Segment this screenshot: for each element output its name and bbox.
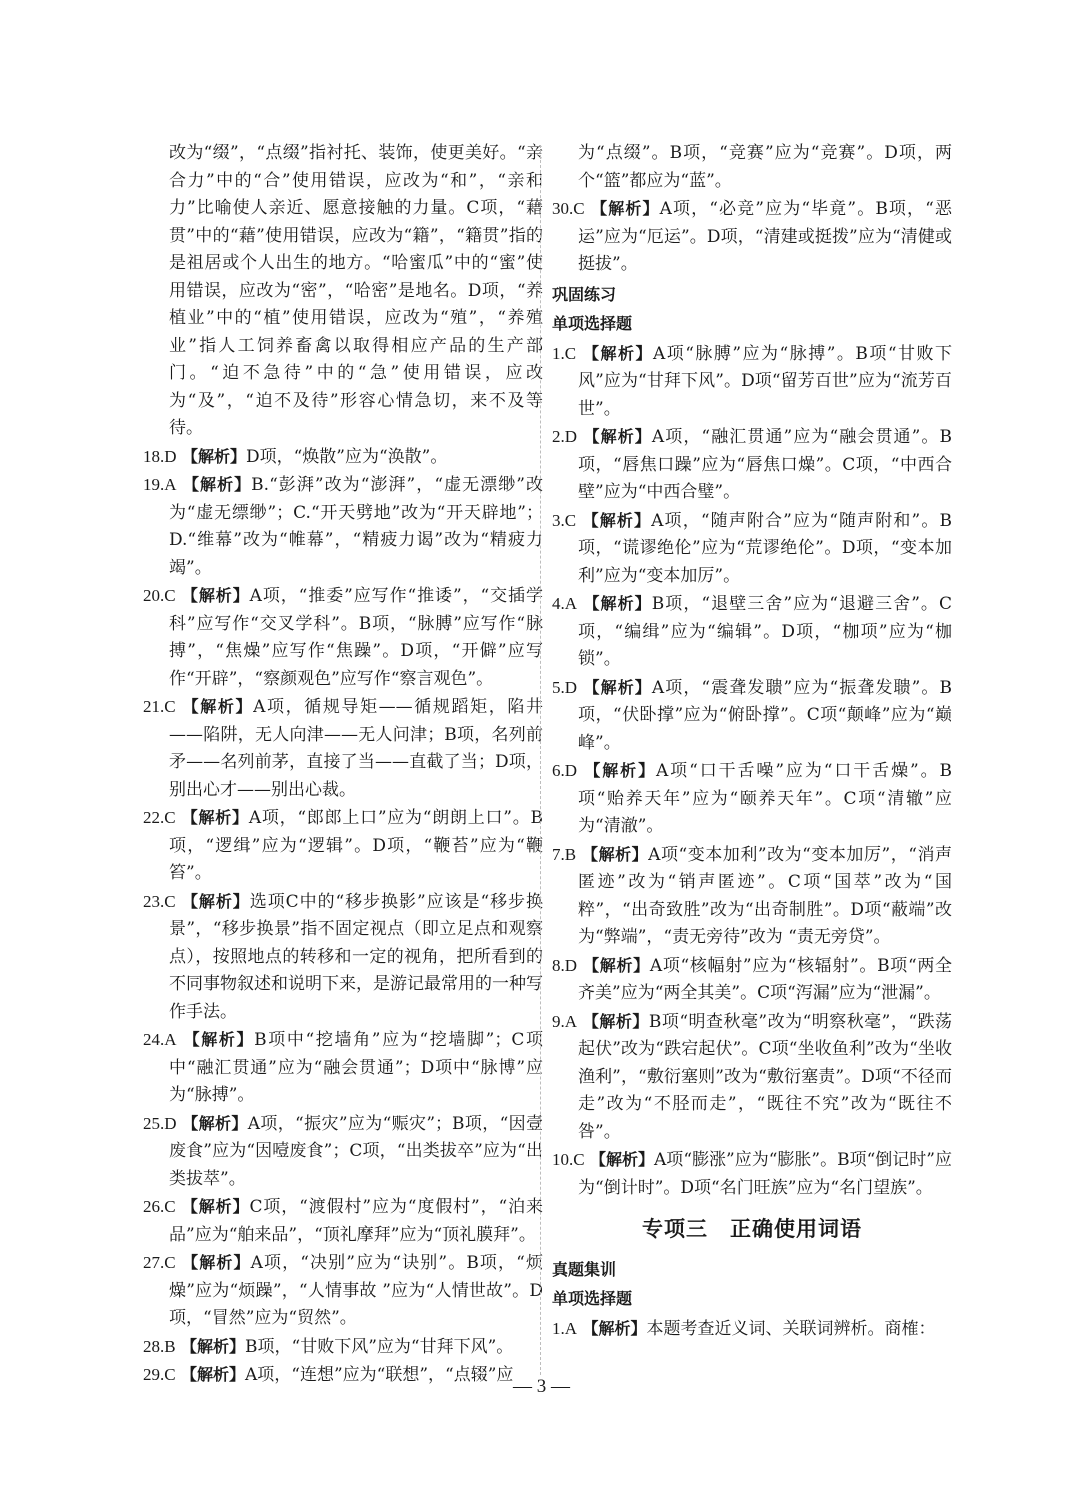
item-number: 2. <box>552 427 565 446</box>
list-item <box>552 195 952 279</box>
item-number: 18. <box>143 446 165 466</box>
item-number: 26. <box>143 1197 165 1216</box>
analysis-tag: 【解析】 <box>181 446 246 466</box>
item-text: C项，“渡假村”应为“度假村”，“泊来品”应为“舶来品”，“顶礼摩拜”应为“顶礼膜拜”。 <box>169 1197 543 1245</box>
item-number: 8. <box>552 955 565 975</box>
analysis-tag: 【解析】 <box>181 891 250 911</box>
analysis-tag: 【解析】 <box>583 677 652 697</box>
item-number: 4. <box>552 594 565 613</box>
item-text: 选项C中的“移步换影”应该是“移步换景”，“移步换景”指不固定视点（即立足点和观察点），按照地点的转移和一定的视角，把所看到的不同事物叙述和说明下来，是游记最常用的一种写作手法。 <box>169 891 543 1022</box>
item-answer: D <box>564 427 578 446</box>
item-answer: A <box>564 1011 578 1031</box>
item-number: 5. <box>552 677 565 697</box>
list-item <box>552 1008 952 1147</box>
item-number: 6. <box>552 761 565 780</box>
item-answer: C <box>573 199 585 218</box>
analysis-tag: 【解析】 <box>583 343 653 363</box>
item-answer: A <box>564 594 578 613</box>
list-item <box>143 582 543 693</box>
item-text: A项，“郎郎上口”应为“朗朗上口”。B项，“逻缉”应为“逻辑”。D项，“鞭苔”应为“鞭笞”。 <box>169 808 543 883</box>
item-number: 20. <box>143 586 165 605</box>
list-item <box>143 1333 543 1362</box>
item-answer: A <box>164 475 177 494</box>
item-number: 3. <box>552 510 565 530</box>
item-text: B项，“退壁三舍”应为“退避三舍”。C项，“编缉”应为“编辑”。D项，“枷项”应为“枷锁”。 <box>578 594 953 669</box>
item-answer: C <box>564 343 577 363</box>
item-text: B项中“挖墙角”应为“挖墙脚”；C项中“融汇贯通”应为“融会贯通”；D项中“脉博”应为“脉搏”。 <box>169 1030 543 1105</box>
list-item <box>143 443 543 472</box>
analysis-tag: 【解析】 <box>582 1318 647 1338</box>
item-text: A项，循规导矩——循规蹈矩，陷井——陷阱，无人向津——无人问津；B项，名列前矛——名列前茅，直接了当——直截了当；D项，别出心才——别出心裁。 <box>169 697 543 800</box>
analysis-tag: 【解析】 <box>583 594 652 613</box>
item-text: A项，“振灾”应为“赈灾”；B项，“因壹废食”应为“因噎废食”；C项，“出类拔卒”应为“出类拔萃”。 <box>169 1113 543 1189</box>
item-number: 21. <box>143 697 165 716</box>
analysis-tag: 【解析】 <box>182 475 252 494</box>
analysis-tag: 【解析】 <box>583 955 650 975</box>
item-answer: A <box>564 1318 578 1338</box>
item-text: A项“口干舌噪”应为“口干舌燥”。B项“贻养天年”应为“颐养天年”。C项“清辙”应为“清澈”。 <box>578 761 952 836</box>
item-number: 25. <box>143 1113 165 1133</box>
item-number: 7. <box>552 844 565 864</box>
item-text: A项，“随声附合”应为“随声附和”。B项，“谎谬绝伦”应为“荒谬绝伦”。D项，“变本加利”应为“变本加厉”。 <box>578 510 952 586</box>
section-heading: 真题集训 <box>552 1259 617 1279</box>
analysis-tag: 【解析】 <box>182 697 254 716</box>
column-divider <box>540 145 541 1375</box>
item-number: 1. <box>552 1318 565 1338</box>
analysis-tag: 【解析】 <box>181 1336 246 1356</box>
analysis-tag: 【解析】 <box>182 1253 251 1272</box>
item-text: A项“膨涨”应为“膨胀”。B项“倒记时”应为“倒计时”。D项“名门旺族”应为“名门望族”。 <box>578 1150 952 1198</box>
item-answer: D <box>164 446 177 466</box>
item-answer: C <box>164 808 176 827</box>
item-text: A项，“连想”应为“联想”，“点辍”应 <box>245 1365 514 1385</box>
list-item <box>143 1249 543 1333</box>
page-number: — 3 — <box>513 1376 570 1397</box>
list-item <box>552 507 952 591</box>
exam-list <box>552 1315 952 1344</box>
continuation-text: 为“点缀”。B项，“竞赛”应为“竞赛”。D项，两个“篮”都应为“蓝”。 <box>578 143 952 191</box>
item-number: 30. <box>552 199 574 218</box>
item-number: 24. <box>143 1030 165 1049</box>
list-item <box>552 1315 952 1344</box>
analysis-tag: 【解析】 <box>181 586 250 605</box>
continuation-text: 改为“缀”，“点缀”指衬托、装饰，使更美好。“亲合力”中的“合”使用错误，应改为“和”，“亲和力”比喻使人亲近、愿意接触的力量。C项，“藉贯”中的“藉”使用错误，应改为“籍”，“籍贯”指的是祖居或个人出生的地方。“哈蜜瓜”中的“蜜”使用错误，应改为“密”，“哈密”是地名。D项，“养植业”中的“植”使用错误，应改为“殖”，“养殖业”指人工饲养畜禽以取得相应产品的生产部门。“迫不急待”中的“急”使用错误，应改为“及”，“迫不及待”形容心情急切，来不及等待。 <box>169 143 543 438</box>
item-text: A项，“决别”应为“诀别”。B项，“烦燥”应为“烦躁”，“人情事故 ”应为“人情世故”。D项，“冒然”应为“贸然”。 <box>169 1253 543 1328</box>
item-answer: B <box>564 844 577 864</box>
list-item <box>143 888 543 1027</box>
analysis-tag: 【解析】 <box>182 1113 248 1133</box>
analysis-tag: 【解析】 <box>583 427 652 446</box>
item-answer: C <box>164 697 176 716</box>
item-number: 10. <box>552 1150 574 1169</box>
list-item <box>143 1026 543 1110</box>
analysis-tag: 【解析】 <box>582 1011 649 1031</box>
item-text: A项，“必竞”应为“毕竟”。B项，“恶运”应为“厄运”。D项，“清建或挺拨”应为“清健或挺拔”。 <box>578 199 952 274</box>
item-text: A项“核幅射”应为“核辐射”。B项“两全齐美”应为“两全其美”。C项“泻漏”应为“泄漏”。 <box>578 955 952 1003</box>
item-text: B.“彭湃”改为“澎湃”，“虚无漂缈”改为“虚无缥缈”；C.“开天劈地”改为“开天辟地”；D.“维幕”改为“帷幕”，“精疲力谒”改为“精疲力竭”。 <box>169 475 543 578</box>
item-answer: C <box>164 1365 176 1384</box>
item-text: 本题考查近义词、关联词辨析。商榷： <box>646 1318 936 1339</box>
list-item <box>143 1110 543 1194</box>
analysis-tag: 【解析】 <box>582 844 649 864</box>
subheading: 单项选择题 <box>552 1289 633 1308</box>
list-item <box>143 471 543 582</box>
list-item <box>552 841 952 952</box>
item-answer: C <box>164 586 176 605</box>
item-text: B项，“甘败下风”应为“甘拜下风”。 <box>245 1336 514 1357</box>
item-answer: C <box>564 510 577 530</box>
item-text: A项，“震聋发聩”应为“振聋发聩”。B项，“伏卧撑”应为“俯卧撑”。C项“颠峰”应为“巅峰”。 <box>578 677 952 753</box>
item-answer: D <box>564 955 578 975</box>
analysis-tag: 【解析】 <box>181 808 249 827</box>
list-item <box>143 693 543 804</box>
analysis-tag: 【解析】 <box>183 1030 255 1049</box>
left-column <box>143 140 543 1390</box>
right-column <box>552 140 952 1343</box>
item-answer: C <box>164 1253 176 1272</box>
list-item <box>552 1146 952 1202</box>
list-item <box>143 804 543 888</box>
list-item <box>552 590 952 674</box>
item-answer: D <box>564 761 578 780</box>
list-item <box>552 423 952 507</box>
analysis-tag: 【解析】 <box>590 1150 655 1169</box>
list-item <box>552 674 952 758</box>
item-number: 29. <box>143 1365 165 1384</box>
item-answer: C <box>573 1150 585 1169</box>
item-text: A项，“推委”应写作“推诿”，“交插学科”应写作“交叉学科”。B项，“脉膊”应写作“脉搏”，“焦燥”应写作“焦躁”。D项，“开僻”应写作“开辟”，“察颜观色”应写作“察言观色”。 <box>169 586 543 689</box>
item-answer: B <box>164 1336 176 1356</box>
item-number: 1. <box>552 343 565 363</box>
item-number: 28. <box>143 1336 165 1356</box>
practice-list <box>552 340 952 1203</box>
item-text: A项“脉膊”应为“脉搏”。B项“甘败下风”应为“甘拜下风”。D项“留芳百世”应为“流芳百世”。 <box>578 343 952 419</box>
item-text: B项“明查秋毫”改为“明察秋毫”，“跌荡起伏”改为“跌宕起伏”。C项“坐收鱼利”改为“坐收渔利”，“敷衍塞则”改为“敷衍塞责”。D项“不径而走”改为“不胫而走”，“既往不究”改为“既往不咎”。 <box>578 1011 952 1142</box>
analysis-tag: 【解析】 <box>181 1197 250 1216</box>
answer-list <box>143 443 543 1390</box>
item-answer: A <box>164 1030 177 1049</box>
analysis-tag: 【解析】 <box>181 1365 246 1384</box>
item-number: 27. <box>143 1253 165 1272</box>
item-text: A项“变本加利”改为“变本加厉”，“消声匿迹”改为“销声匿迹”。C项“国萃”改为“国粹”，“出奇致胜”改为“出奇制胜”。D项“蔽端”改为“弊端”，“责无旁待”改为 “责无旁贷”。 <box>578 844 952 947</box>
item-text: A项，“融汇贯通”应为“融会贯通”。B项，“唇焦口躁”应为“唇焦口燥”。C项，“中西合壁”应为“中西合璧”。 <box>578 427 952 502</box>
list-item <box>552 340 952 424</box>
section-heading: 巩固练习 <box>552 284 617 304</box>
analysis-tag: 【解析】 <box>582 510 652 530</box>
item-answer: D <box>164 1113 177 1133</box>
list-item <box>552 952 952 1008</box>
analysis-tag: 【解析】 <box>591 199 660 218</box>
item-answer: C <box>164 1197 176 1216</box>
item-number: 22. <box>143 808 165 827</box>
item-number: 19. <box>143 475 165 494</box>
item-answer: D <box>564 677 578 697</box>
item-number: 9. <box>552 1011 565 1031</box>
list-item <box>143 1193 543 1249</box>
analysis-tag: 【解析】 <box>584 761 656 780</box>
item-answer: C <box>164 891 176 911</box>
section-title: 专项三 正确使用词语 <box>642 1217 862 1241</box>
subheading: 单项选择题 <box>552 314 633 333</box>
item-text: D项，“焕散”应为“涣散”。 <box>245 446 448 467</box>
item-number: 23. <box>143 891 165 911</box>
list-item <box>552 757 952 841</box>
